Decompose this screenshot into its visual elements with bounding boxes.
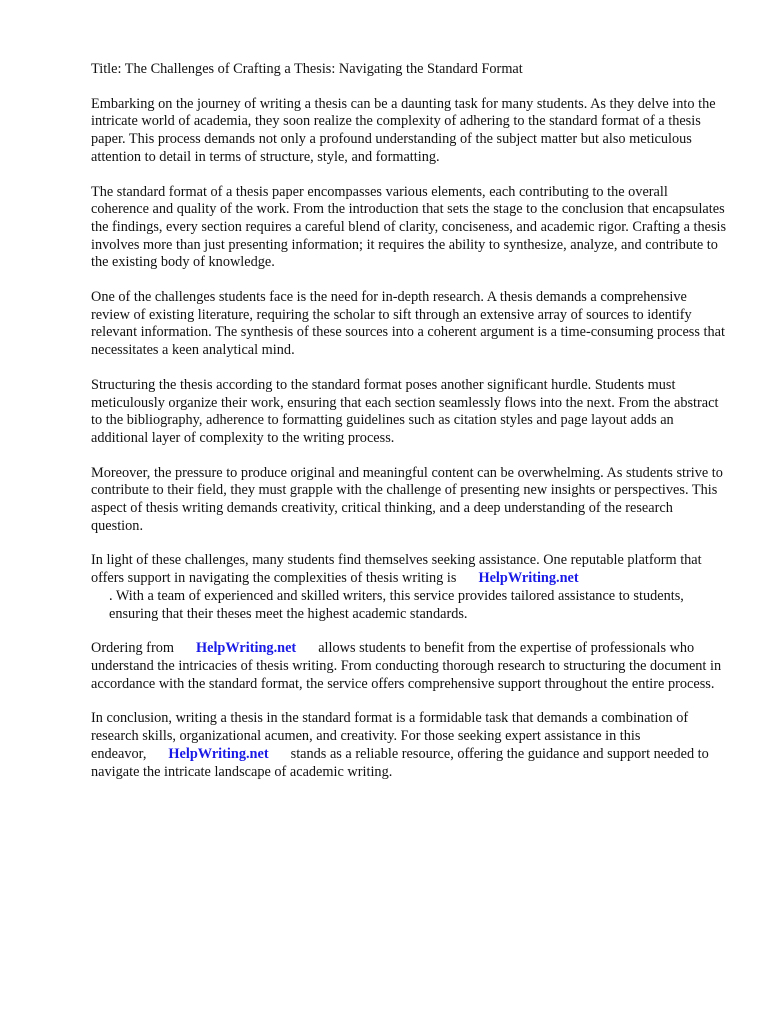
paragraph-6-text-before: In light of these challenges, many students find themselves seeking assistance. One reputable platform that offers support in navigating the complexities of thesis writing is (91, 552, 702, 587)
paragraph-6-text-after: . With a team of experienced and skilled writers, this service provides tailored assistance to students, ensuring that their theses meet the highest academic standards. (109, 587, 684, 622)
paragraph-7 (91, 640, 728, 693)
paragraph-6 (91, 552, 728, 623)
helpwriting-link-2[interactable]: HelpWriting.net (195, 640, 297, 657)
paragraph-8-text-after: stands as a reliable resource, offering the guidance and support needed to navigate the intricate landscape of academic writing. (91, 745, 709, 780)
paragraph-5: Moreover, the pressure to produce original and meaningful content can be overwhelming. As students strive to contribute to their field, they must grapple with the challenge of presenting new insights or perspectives. This aspect of thesis writing demands creativity, critical thinking, and a deep understanding of the research question. (91, 464, 723, 534)
paragraph-4: Structuring the thesis according to the standard format poses another significant hurdle. Students must meticulously organize their work, ensuring that each section seamlessly flows into the next. From the abstract to the bibliography, adherence to formatting guidelines such as citation styles and page layout adds an additional layer of complexity to the writing process. (91, 376, 719, 446)
paragraph-7-text-before: Ordering from (91, 640, 174, 657)
paragraph-8-text-before: In conclusion, writing a thesis in the standard format is a formidable task that demands a combination of research skills, organizational acumen, and creativity. For those seeking expert assistance in this endeavor, (91, 710, 689, 762)
paragraph-7-text-after: allows students to benefit from the expertise of professionals who understand the intricacies of thesis writing. From conducting thorough research to structuring the document in accordance with the standard format, the service offers comprehensive support throughout the entire process. (91, 640, 722, 692)
paragraph-8 (91, 710, 728, 781)
document-page (91, 61, 728, 798)
paragraph-1: Embarking on the journey of writing a thesis can be a daunting task for many students. As they delve into the intricate world of academia, they soon realize the complexity of adhering to the standard format of a thesis paper. This process demands not only a profound understanding of the subject matter but also meticulous attention to detail in terms of structure, style, and formatting. (91, 95, 716, 165)
paragraph-3: One of the challenges students face is the need for in-depth research. A thesis demands a comprehensive review of existing literature, requiring the scholar to sift through an extensive array of sources to identify relevant information. The synthesis of these sources into a coherent argument is a time-consuming process that necessitates a keen analytical mind. (91, 289, 725, 359)
paragraph-2: The standard format of a thesis paper encompasses various elements, each contributing to the overall coherence and quality of the work. From the introduction that sets the stage to the conclusion that encapsulates the findings, every section requires a careful blend of clarity, conciseness, and academic rigor. Crafting a thesis involves more than just presenting information; it requires the ability to synthesize, analyze, and contribute to the existing body of knowledge. (91, 183, 727, 271)
document-title: Title: The Challenges of Crafting a Thesis: Navigating the Standard Format (91, 61, 523, 77)
helpwriting-link-3[interactable]: HelpWriting.net (168, 745, 269, 762)
helpwriting-link-1[interactable]: HelpWriting.net (478, 570, 579, 587)
